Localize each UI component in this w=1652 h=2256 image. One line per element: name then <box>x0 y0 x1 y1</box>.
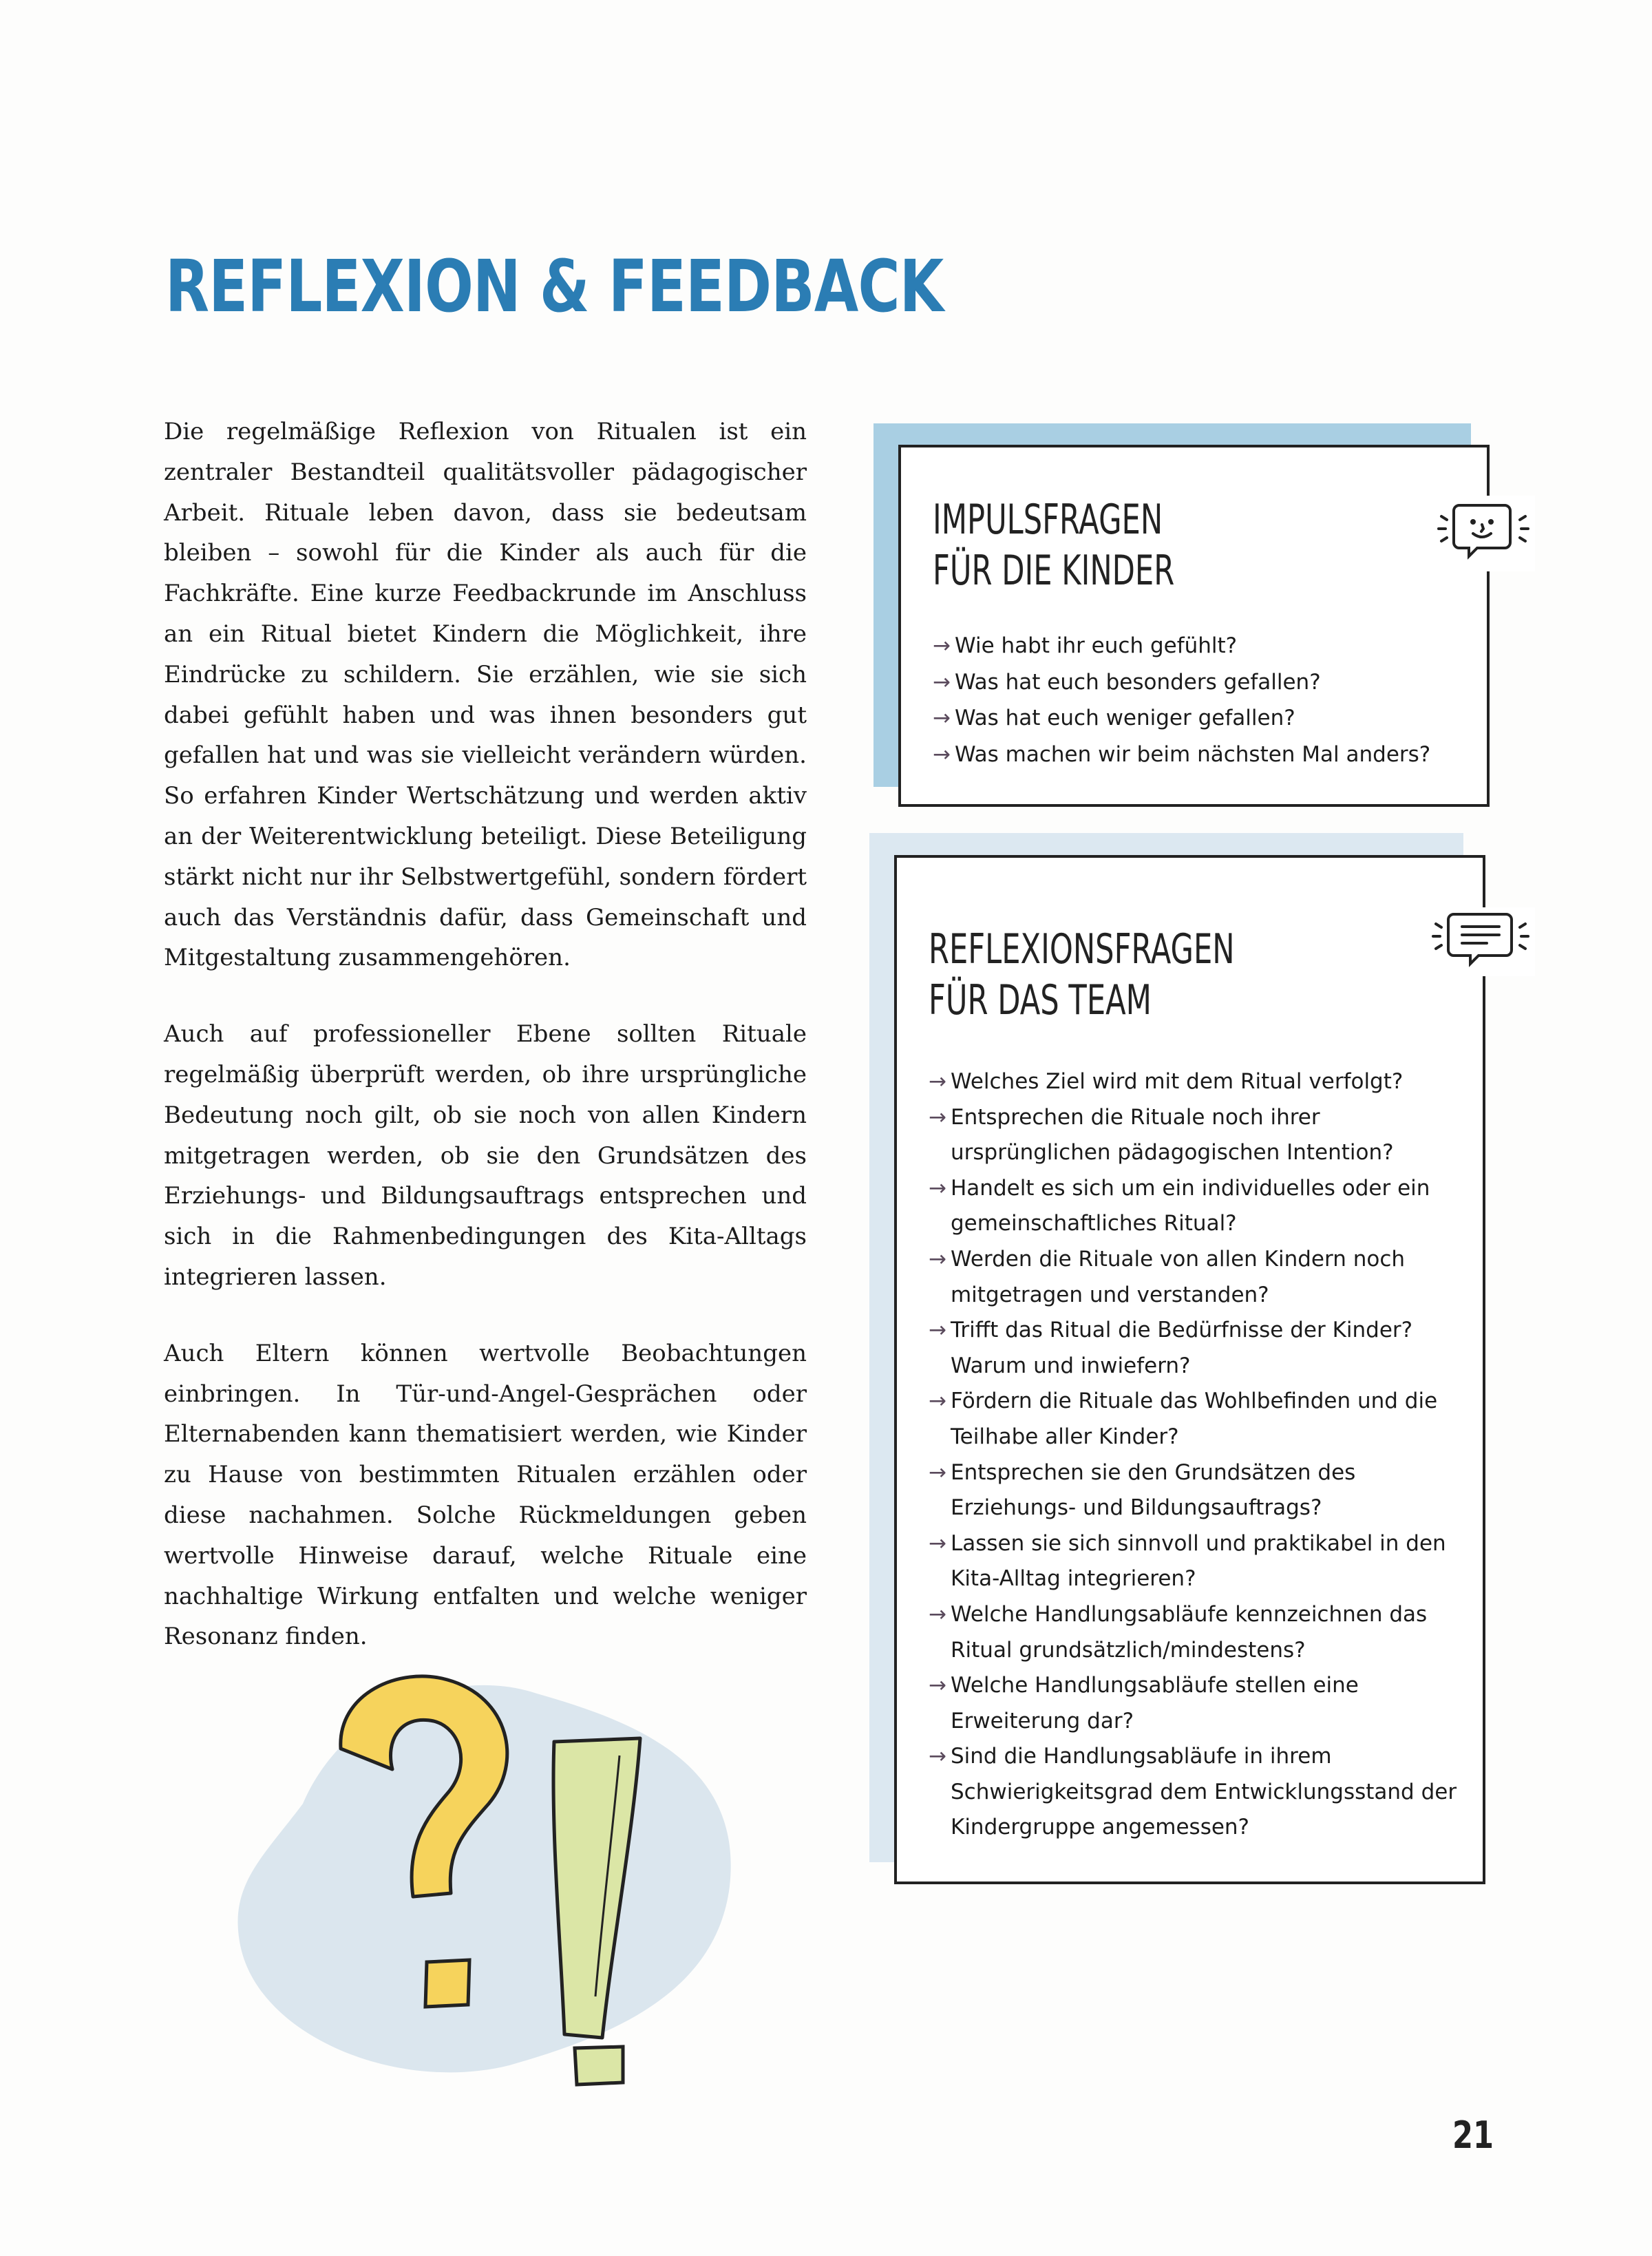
question-exclamation-illustration <box>220 1652 757 2107</box>
question-text: Sind die Handlungsabläufe in ihrem Schwierigkeitsgrad dem Entwicklungsstand der Kindergruppe angemessen? <box>950 1744 1457 1840</box>
question-item <box>929 1668 1462 1739</box>
question-item <box>929 1313 1462 1384</box>
body-text <box>164 412 807 1693</box>
question-dot <box>425 1960 469 2007</box>
arrow-icon: → <box>933 706 951 730</box>
arrow-icon: → <box>929 1673 946 1698</box>
question-text: Trifft das Ritual die Bedürfnisse der Kinder? Warum und inwiefern? <box>950 1318 1413 1378</box>
question-item <box>929 1455 1462 1526</box>
arrow-icon: → <box>933 633 951 658</box>
question-item <box>929 1100 1462 1171</box>
paragraph-1: Die regelmäßige Reflexion von Ritualen ist ein zentraler Bestandteil qualitätsvoller pädagogischer Arbeit. Rituale leben davon, dass sie bedeutsam bleiben – sowohl für die Kinder als auch für die Fachkräfte. Eine kurze Feedbackrunde im Anschluss an ein Ritual bietet Kindern die Möglichkeit, ihre Eindrücke zu schildern. Sie erzählen, wie sie sich dabei gefühlt haben und was ihnen besonders gut gefallen hat und was sie vielleicht verändern würden. So erfahren Kinder Wertschätzung und werden aktiv an der Weiterentwicklung beteiligt. Diese Beteiligung stärkt nicht nur ihr Selbstwertgefühl, sondern fördert auch das Verständnis dafür, dass Gemeinschaft und Mitgestaltung zusammengehören. <box>164 418 807 972</box>
page-number: 21 <box>1452 2113 1494 2157</box>
question-text: Welches Ziel wird mit dem Ritual verfolgt? <box>950 1069 1404 1094</box>
question-text: Was hat euch weniger gefallen? <box>954 706 1295 730</box>
question-text: Was machen wir beim nächsten Mal anders? <box>954 741 1431 767</box>
paragraph-2: Auch auf professioneller Ebene sollten Rituale regelmäßig überprüft werden, ob ihre ursprüngliche Bedeutung noch gilt, ob sie noch von allen Kindern mitgetragen werden, ob sie den Grundsätzen des Erziehungs- und Bildungsauftrags entsprechen und sich in die Rahmenbedingungen des Kita-Alltags integrieren lassen. <box>164 1020 807 1291</box>
question-text: Fördern die Rituale das Wohlbefinden und die Teilhabe aller Kinder? <box>950 1389 1438 1449</box>
question-item <box>929 1171 1462 1242</box>
question-item <box>929 1384 1462 1455</box>
question-item <box>933 664 1466 701</box>
arrow-icon: → <box>929 1389 946 1414</box>
team-question-list <box>929 1064 1462 1846</box>
arrow-icon: → <box>929 1318 946 1343</box>
question-item <box>933 628 1466 664</box>
question-item <box>929 1064 1462 1100</box>
arrow-icon: → <box>929 1246 946 1272</box>
question-text: Handelt es sich um ein individuelles oder ein gemeinschaftliches Ritual? <box>950 1175 1430 1236</box>
question-item <box>929 1597 1462 1668</box>
question-item <box>933 700 1466 737</box>
smiling-speech-bubble-icon <box>1432 496 1535 571</box>
paragraph-3: Auch Eltern können wertvolle Beobachtungen einbringen. In Tür-und-Angel-Gesprächen oder Elternabenden kann thematisiert werden, wie Kinder zu Hause von bestimmten Ritualen erzählen oder diese nachahmen. Solche Rückmeldungen geben wertvolle Hinweise darauf, welche Rituale eine nachhaltige Wirkung entfalten und welche weniger Resonanz finden. <box>164 1339 807 1651</box>
question-item <box>929 1526 1462 1597</box>
question-text: Welche Handlungsabläufe stellen eine Erweiterung dar? <box>950 1673 1359 1733</box>
arrow-icon: → <box>929 1530 946 1556</box>
arrow-icon: → <box>929 1744 946 1769</box>
question-item <box>929 1739 1462 1846</box>
arrow-icon: → <box>929 1601 946 1627</box>
box-impulsfragen-kinder <box>898 445 1490 807</box>
arrow-icon: → <box>929 1459 946 1485</box>
question-item <box>929 1242 1462 1313</box>
arrow-icon: → <box>929 1175 946 1201</box>
box-heading-line1: IMPULSFRAGEN <box>933 496 1163 544</box>
arrow-icon: → <box>929 1069 946 1094</box>
question-text: Lassen sie sich sinnvoll und praktikabel in den Kita-Alltag integrieren? <box>950 1530 1446 1592</box>
arrow-icon: → <box>933 741 951 767</box>
arrow-icon: → <box>933 669 951 695</box>
question-text: Werden die Rituale von allen Kindern noch mitgetragen und verstanden? <box>950 1246 1406 1307</box>
question-text: Wie habt ihr euch gefühlt? <box>954 633 1238 658</box>
text-speech-bubble-icon <box>1426 907 1535 976</box>
question-text: Entsprechen die Rituale noch ihrer ursprünglichen pädagogischen Intention? <box>950 1104 1394 1166</box>
question-text: Was hat euch besonders gefallen? <box>954 669 1321 695</box>
question-text: Welche Handlungsabläufe kennzeichnen das Ritual grundsätzlich/mindestens? <box>950 1601 1428 1663</box>
page-title: REFLEXION & FEEDBACK <box>165 244 944 328</box>
exclamation-dot <box>575 2047 623 2085</box>
box-heading-line2: FÜR DIE KINDER <box>933 547 1175 595</box>
question-text: Entsprechen sie den Grundsätzen des Erziehungs- und Bildungsauftrags? <box>950 1459 1356 1521</box>
question-item <box>933 737 1466 773</box>
kinder-question-list <box>933 628 1466 772</box>
arrow-icon: → <box>929 1104 946 1130</box>
box-reflexionsfragen-team <box>894 855 1485 1884</box>
box-heading-line1: REFLEXIONSFRAGEN <box>929 925 1235 973</box>
box-heading-line2: FÜR DAS TEAM <box>929 976 1152 1024</box>
